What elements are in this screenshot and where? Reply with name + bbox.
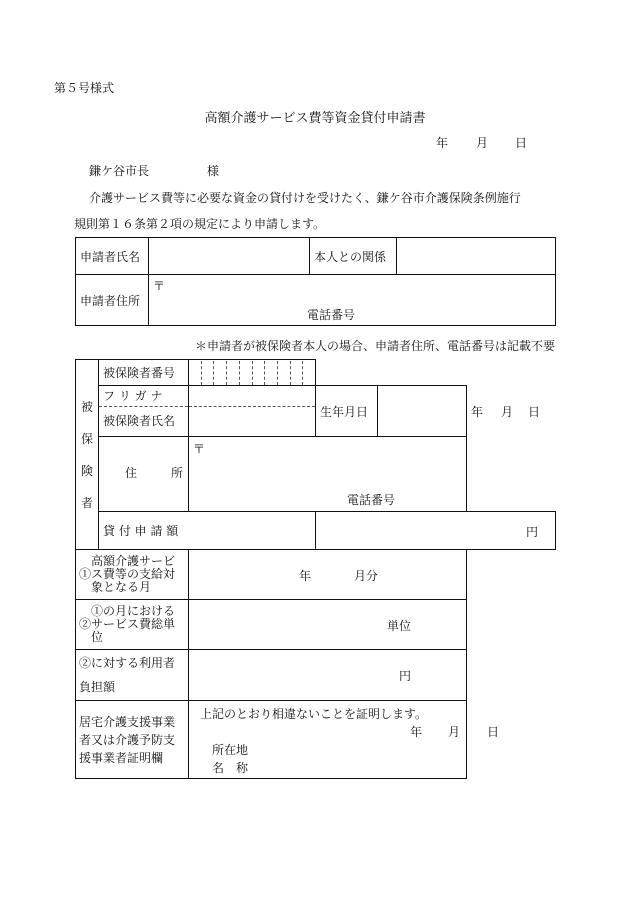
insured-name-field[interactable] — [189, 386, 316, 437]
applicant-address-field[interactable] — [149, 275, 556, 326]
certification-day-label: 日 — [487, 725, 500, 739]
user-burden-field[interactable] — [189, 650, 467, 701]
certification-name-label: 名 称 — [212, 761, 249, 775]
user-burden-label-line-1: ②に対する利用者 — [79, 656, 176, 670]
insured-number-field[interactable] — [189, 360, 316, 386]
target-year-label: 年 — [299, 569, 312, 583]
insured-name-input[interactable] — [189, 407, 315, 436]
document-title: 高額介護サービス費等資金貸付申請書 — [204, 111, 426, 126]
insured-side-char: 被 — [80, 399, 93, 414]
certification-field[interactable] — [189, 701, 500, 779]
total-units-label — [76, 600, 189, 650]
certification-year-label: 年 — [410, 725, 423, 739]
applicant-address-label: 申請者住所 — [76, 275, 149, 326]
user-burden-label-line-2: 負担額 — [79, 680, 116, 694]
insured-address-field[interactable] — [189, 437, 467, 512]
address-label-char-2: 所 — [171, 466, 184, 480]
date-year-label: 年 — [436, 136, 449, 150]
loan-amount-unit: 円 — [526, 525, 539, 539]
applicant-note: ＊申請者が被保険者本人の場合、申請者住所、電話番号は記載不要 — [194, 339, 555, 353]
birth-month-label: 月 — [501, 405, 514, 419]
certification-month-label: 月 — [448, 725, 461, 739]
birth-year-label: 年 — [471, 405, 484, 419]
certification-label — [76, 701, 189, 779]
target-month-label — [76, 550, 189, 600]
loan-amount-field[interactable] — [316, 512, 556, 550]
insured-table — [75, 359, 556, 779]
total-units-label-line-1: ①の月における — [91, 604, 176, 618]
certification-statement: 上記のとおり相違ないことを証明します。 — [200, 707, 428, 721]
target-month-label-line-3: 象となる月 — [91, 580, 152, 594]
date-month-label: 月 — [476, 136, 489, 150]
address-label-char-1: 住 — [125, 466, 138, 480]
insured-side-char: 者 — [80, 495, 93, 510]
user-burden-unit: 円 — [399, 669, 412, 683]
insured-phone-label: 電話番号 — [347, 493, 396, 507]
relation-label: 本人との関係 — [310, 238, 397, 275]
birth-date-label: 生年月日 — [316, 386, 378, 437]
addressee: 鎌ケ谷市長 — [89, 164, 150, 178]
total-units-unit: 単位 — [387, 619, 412, 633]
total-units-field[interactable] — [189, 600, 467, 650]
insured-number-label: 被保険者番号 — [99, 360, 189, 386]
insured-side-char: 険 — [80, 463, 93, 478]
birth-date-field[interactable] — [378, 386, 541, 437]
birth-day-label: 日 — [528, 405, 541, 419]
relation-field[interactable] — [397, 238, 556, 275]
postal-mark: 〒 — [153, 279, 166, 293]
body-text-line-2: 規則第１６条第２項の規定により申請します。 — [74, 217, 326, 231]
date-day-label: 日 — [515, 136, 528, 150]
insured-side-label — [76, 360, 99, 550]
honorific: 様 — [207, 164, 220, 178]
furigana-field[interactable] — [189, 386, 315, 407]
certification-label-line-1: 居宅介護支援事業 — [79, 714, 176, 729]
furigana-label: フ リ ガ ナ — [99, 386, 188, 407]
applicant-table — [75, 237, 556, 326]
loan-amount-label: 貸 付 申 請 額 — [99, 512, 316, 550]
target-month-field[interactable] — [189, 550, 467, 600]
total-units-label-line-2: ②サービス費総単 — [79, 617, 176, 631]
target-month-label-line-2: ①ス費等の支給対 — [79, 567, 176, 581]
body-text-line-1: 介護サービス費等に必要な資金の貸付けを受けたく、鎌ケ谷市介護保険条例施行 — [89, 191, 521, 205]
insured-side-char: 保 — [80, 431, 93, 446]
applicant-name-label: 申請者氏名 — [76, 238, 149, 275]
form-number: 第５号様式 — [54, 81, 115, 95]
insured-name-labels — [99, 386, 189, 437]
applicant-phone-label: 電話番号 — [307, 308, 356, 322]
certification-location-label: 所在地 — [212, 743, 249, 757]
user-burden-label — [76, 650, 189, 701]
target-month-label-line-1: 高額介護サービ — [91, 554, 176, 568]
insured-postal-mark: 〒 — [193, 442, 206, 456]
certification-label-line-3: 援事業者証明欄 — [79, 750, 164, 765]
target-month-suffix: 月分 — [354, 569, 379, 583]
total-units-label-line-3: 位 — [91, 630, 104, 644]
applicant-name-field[interactable] — [149, 238, 310, 275]
insured-address-label — [99, 437, 189, 512]
insured-name-label: 被保険者氏名 — [103, 414, 176, 428]
certification-label-line-2: 者又は介護予防支 — [79, 732, 176, 747]
